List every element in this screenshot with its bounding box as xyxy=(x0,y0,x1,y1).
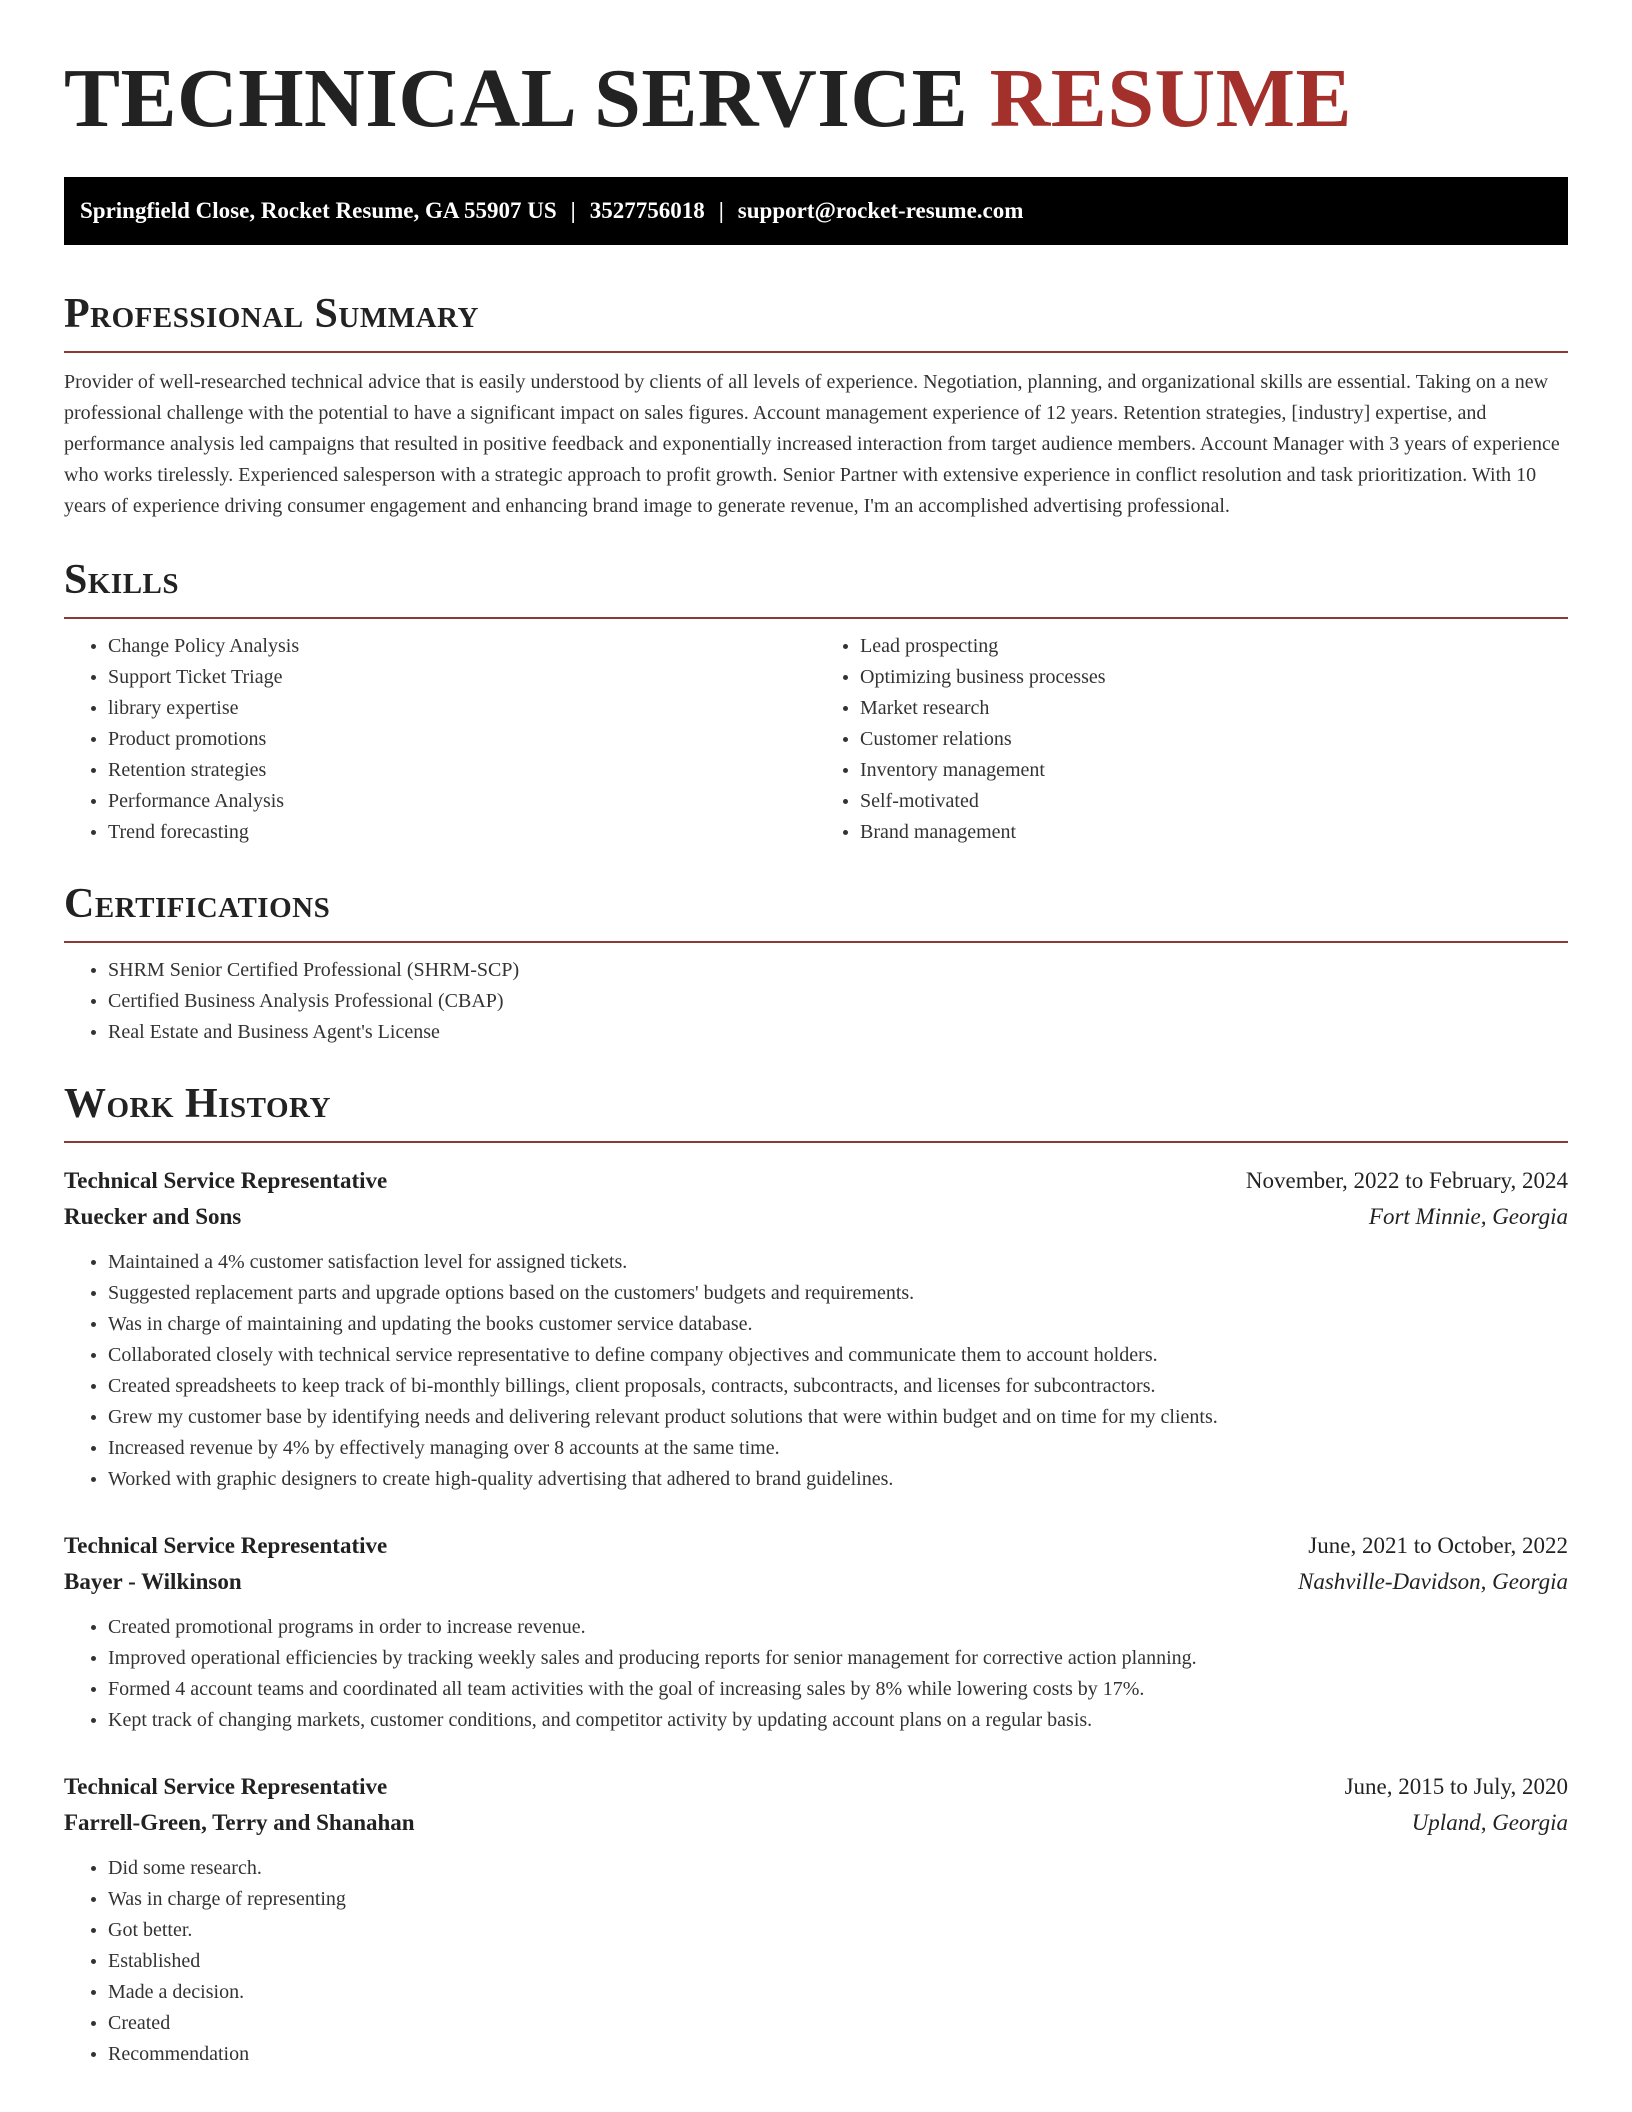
section-divider xyxy=(64,617,1568,619)
skill-item: • library expertise xyxy=(108,693,816,724)
skill-item: • Optimizing business processes xyxy=(860,662,1568,693)
job-header-row xyxy=(64,1163,1568,1199)
certifications-heading: Certifications xyxy=(64,881,331,927)
skill-item: • Brand management xyxy=(860,817,1568,848)
skill-item: • Support Ticket Triage xyxy=(108,662,816,693)
job-location: Nashville-Davidson, Georgia xyxy=(1297,1569,1568,1594)
skill-item: • Customer relations xyxy=(860,724,1568,755)
job-duty: • Collaborated closely with technical service representative to define company objectives and communicate them to account holders. xyxy=(108,1340,1568,1371)
contact-phone: 3527756018 xyxy=(589,198,705,223)
skill-item: • Inventory management xyxy=(860,755,1568,786)
skill-item: • Performance Analysis xyxy=(108,786,816,817)
job-duty: • Did some research. xyxy=(108,1853,1568,1884)
job-duty: • Created promotional programs in order to increase revenue. xyxy=(108,1612,1568,1643)
job-duty: • Grew my customer base by identifying needs and delivering relevant product solutions that were within budget and on time for my clients. xyxy=(108,1402,1568,1433)
skill-item: • Lead prospecting xyxy=(860,631,1568,662)
job-company: Ruecker and Sons xyxy=(64,1204,242,1229)
section-divider xyxy=(64,941,1568,943)
job-header-row xyxy=(64,1769,1568,1805)
job-duty: • Worked with graphic designers to create high-quality advertising that adhered to brand guidelines. xyxy=(108,1464,1568,1495)
job-title: Technical Service Representative xyxy=(64,1774,388,1799)
job-duty: • Kept track of changing markets, customer conditions, and competitor activity by updating account plans on a regular basis. xyxy=(108,1705,1568,1736)
job-duties-list xyxy=(64,1247,1568,1495)
skill-item: • Product promotions xyxy=(108,724,816,755)
skill-item: • Market research xyxy=(860,693,1568,724)
certifications-list xyxy=(64,955,1568,1048)
work-history-heading: Work History xyxy=(64,1081,331,1127)
skill-item: • Change Policy Analysis xyxy=(108,631,816,662)
skills-columns xyxy=(64,631,1568,848)
work-history-section xyxy=(64,1079,1568,2070)
section-divider xyxy=(64,351,1568,353)
job-duties-list xyxy=(64,1853,1568,2070)
job-location: Upland, Georgia xyxy=(1411,1810,1568,1835)
job-company-row xyxy=(64,1564,1568,1600)
job-duty: • Increased revenue by 4% by effectively managing over 8 accounts at the same time. xyxy=(108,1433,1568,1464)
job-duty: • Was in charge of maintaining and updating the books customer service database. xyxy=(108,1309,1568,1340)
summary-text: Provider of well-researched technical advice that is easily understood by clients of all levels of experience. Negotiation, planning, and organizational skills are essential. Taking on a new professional challenge with the potential to have a significant impact on sales figures. Account management experience of 12 years. Retention strategies, [industry] expertise, and performance analysis led campaigns that resulted in positive feedback and exponentially increased interaction from target audience members. Account Manager with 3 years of experience who works tirelessly. Experienced salesperson with a strategic approach to profit growth. Senior Partner with extensive experience in conflict resolution and task prioritization. With 10 years of experience driving consumer engagement and enhancing brand image to generate revenue, I'm an accomplished advertising professional. xyxy=(64,371,1560,517)
contact-separator: | xyxy=(570,198,576,223)
contact-bar xyxy=(64,177,1568,245)
skills-list-right xyxy=(816,631,1568,848)
job-duty: • Made a decision. xyxy=(108,1977,1568,2008)
contact-separator: | xyxy=(718,198,724,223)
contact-email[interactable]: support@rocket-resume.com xyxy=(737,198,1024,223)
job-company: Bayer - Wilkinson xyxy=(64,1569,242,1594)
title-main: TECHNICAL SERVICE xyxy=(64,52,969,145)
job-header-row xyxy=(64,1528,1568,1564)
title-accent: RESUME xyxy=(989,52,1353,145)
skill-item: • Retention strategies xyxy=(108,755,816,786)
job-title: Technical Service Representative xyxy=(64,1168,388,1193)
job-entry xyxy=(64,1769,1568,2070)
job-location: Fort Minnie, Georgia xyxy=(1368,1204,1568,1229)
job-duty: • Maintained a 4% customer satisfaction level for assigned tickets. xyxy=(108,1247,1568,1278)
contact-address: Springfield Close, Rocket Resume, GA 55907 US xyxy=(80,198,557,223)
certification-item: • Certified Business Analysis Professional (CBAP) xyxy=(108,986,1568,1017)
section-divider xyxy=(64,1141,1568,1143)
job-company: Farrell-Green, Terry and Shanahan xyxy=(64,1810,415,1835)
certifications-section xyxy=(64,879,1568,1048)
job-duty: • Was in charge of representing xyxy=(108,1884,1568,1915)
job-duty: • Suggested replacement parts and upgrade options based on the customers' budgets and requirements. xyxy=(108,1278,1568,1309)
job-duty: • Formed 4 account teams and coordinated all team activities with the goal of increasing sales by 8% while lowering costs by 17%. xyxy=(108,1674,1568,1705)
job-dates: November, 2022 to February, 2024 xyxy=(1245,1168,1568,1193)
job-duty: • Improved operational efficiencies by tracking weekly sales and producing reports for senior management for corrective action planning. xyxy=(108,1643,1568,1674)
job-duty: • Recommendation xyxy=(108,2039,1568,2070)
resume-title xyxy=(64,0,1568,148)
job-duty: • Created spreadsheets to keep track of bi-monthly billings, client proposals, contracts, subcontracts, and licenses for subcontractors. xyxy=(108,1371,1568,1402)
job-entry xyxy=(64,1163,1568,1495)
certification-item: • Real Estate and Business Agent's License xyxy=(108,1017,1568,1048)
skills-list-left xyxy=(64,631,816,848)
job-duties-list xyxy=(64,1612,1568,1736)
job-duty: • Created xyxy=(108,2008,1568,2039)
job-title: Technical Service Representative xyxy=(64,1533,388,1558)
job-entry xyxy=(64,1528,1568,1736)
job-duty: • Established xyxy=(108,1946,1568,1977)
summary-heading: Professional Summary xyxy=(64,291,479,337)
skill-item: • Self-motivated xyxy=(860,786,1568,817)
certification-item: • SHRM Senior Certified Professional (SHRM-SCP) xyxy=(108,955,1568,986)
skill-item: • Trend forecasting xyxy=(108,817,816,848)
job-duty: • Got better. xyxy=(108,1915,1568,1946)
summary-section xyxy=(64,289,1568,522)
job-company-row xyxy=(64,1199,1568,1235)
job-company-row xyxy=(64,1805,1568,1841)
job-dates: June, 2021 to October, 2022 xyxy=(1308,1533,1568,1558)
skills-section xyxy=(64,555,1568,848)
job-dates: June, 2015 to July, 2020 xyxy=(1344,1774,1568,1799)
skills-heading: Skills xyxy=(64,557,180,603)
